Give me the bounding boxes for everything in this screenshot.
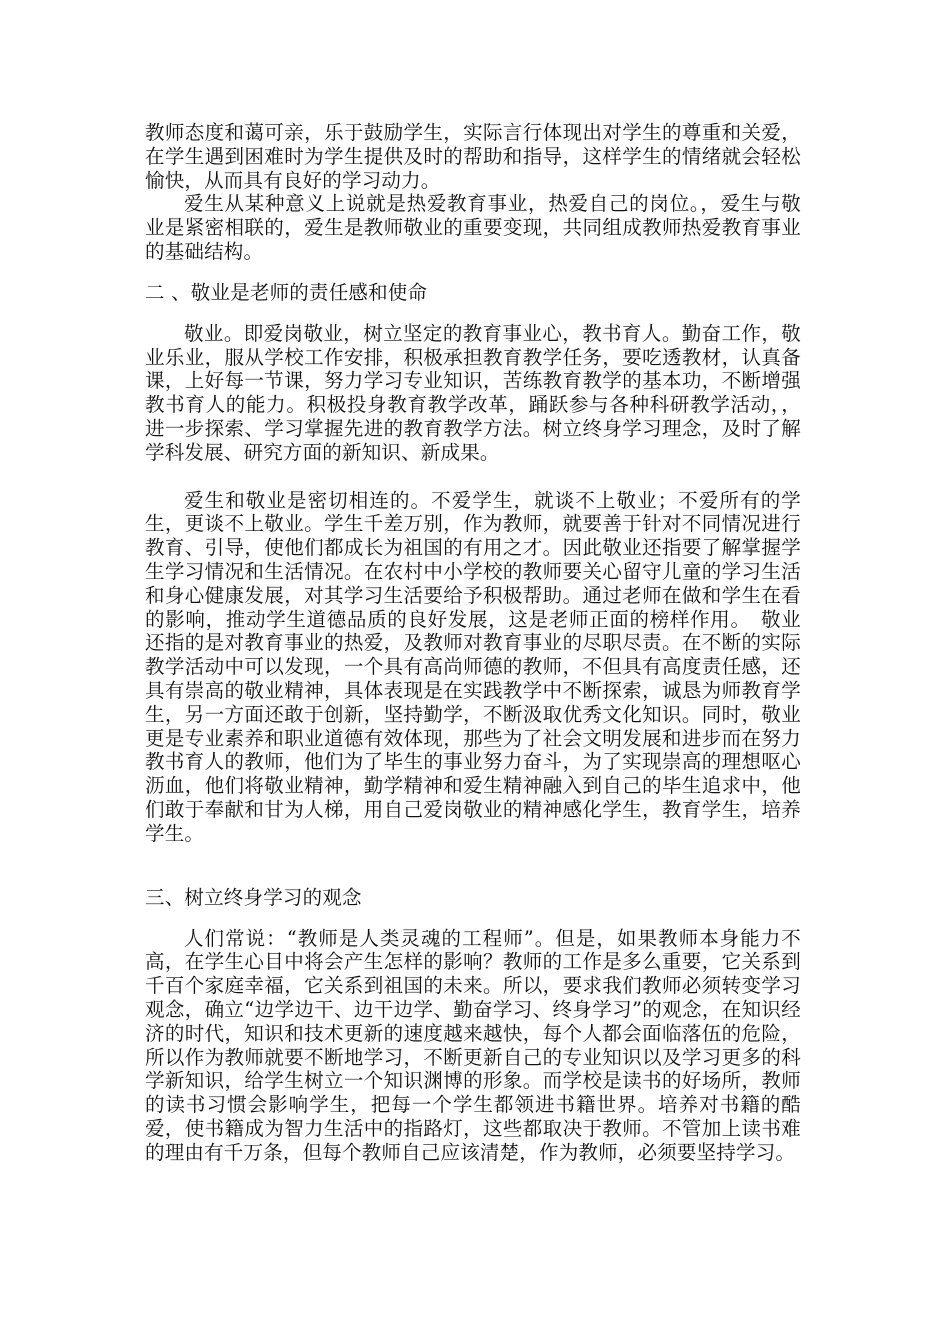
- paragraph-lifelong-learning: 人们常说：“教师是人类灵魂的工程师”。但是，如果教师本身能力不高，在学生心目中将会产生怎样的影响？教师的工作是多么重要，它关系到千百个家庭幸福，它关系到祖国的未来。所以，要求我们教师必须转变学习观念，确立“边学边干、边干边学、勤奋学习、终身学习”的观念，在知识经济的时代，知识和技术更新的速度越来越快，每个人都会面临落伍的危险，所以作为教师就要不断地学习，不断更新自己的专业知识以及学习更多的科学新知识，给学生树立一个知识渊博的形象。而学校是读书的好场所，教师的读书习惯会影响学生，把每一个学生都领进书籍世界。培养对书籍的酷爱，使书籍成为智力生活中的指路灯，这些都取决于教师。不管加上读书难的理由有千万条，但每个教师自己应该清楚，作为教师，必须要坚持学习。: [145, 926, 801, 1164]
- paragraph-teacher-attitude: 教师态度和蔼可亲，乐于鼓励学生，实际言行体现出对学生的尊重和关爱，在学生遇到困难时为学生提供及时的帮助和指导，这样学生的情绪就会轻松愉快，从而具有良好的学习动力。: [145, 121, 801, 192]
- paragraph-love-students: 爱生从某种意义上说就是热爱教育事业，热爱自己的岗位。，爱生与敬业是紧密相联的，爱生是教师敬业的重要变现，共同组成教师热爱教育事业的基础结构。: [145, 192, 801, 263]
- section-heading-lifelong-learning: 三、树立终身学习的观念: [145, 885, 362, 909]
- document-page: [145, 121, 801, 1164]
- section-heading-dedication: 二 、敬业是老师的责任感和使命: [145, 280, 428, 304]
- paragraph-dedication-definition: 敬业。即爱岗敬业，树立坚定的教育事业心，教书育人。勤奋工作，敬业乐业，服从学校工作安排，积极承担教育教学任务，要吃透教材，认真备课，上好每一节课，努力学习专业知识，苦练教育教学的基本功，不断增强教书育人的能力。积极投身教育教学改革，踊跃参与各种科研教学活动，，进一步探索、学习掌握先进的教育教学方法。树立终身学习理念，及时了解学科发展、研究方面的新知识、新成果。: [145, 321, 801, 464]
- paragraph-love-and-dedication: 爱生和敬业是密切相连的。不爱学生，就谈不上敬业；不爱所有的学生，更谈不上敬业。学生千差万别，作为教师，就要善于针对不同情况进行教育、引导，使他们都成长为祖国的有用之才。因此敬业还指要了解掌握学生学习情况和生活情况。在农村中小学校的教师要关心留守儿童的学习生活和身心健康发展，对其学习生活要给予积极帮助。通过老师在做和学生在看的影响，推动学生道德品质的良好发展，这是老师正面的榜样作用。 敬业还指的是对教育事业的热爱，及教师对教育事业的尽职尽责。在不断的实际教学活动中可以发现，一个具有高尚师德的教师，不但具有高度责任感，还具有崇高的敬业精神，具体表现是在实践教学中不断探索，诚恳为师教育学生，另一方面还敢于创新，坚持勤学，不断汲取优秀文化知识。同时，敬业更是专业素养和职业道德有效体现，那些为了社会文明发展和进步而在努力教书育人的教师，他们为了毕生的事业努力奋斗，为了实现崇高的理想呕心沥血，他们将敬业精神，勤学精神和爱生精神融入到自己的毕生追求中，他们敢于奉献和甘为人梯，用自己爱岗敬业的精神感化学生，教育学生，培养学生。: [145, 488, 801, 845]
